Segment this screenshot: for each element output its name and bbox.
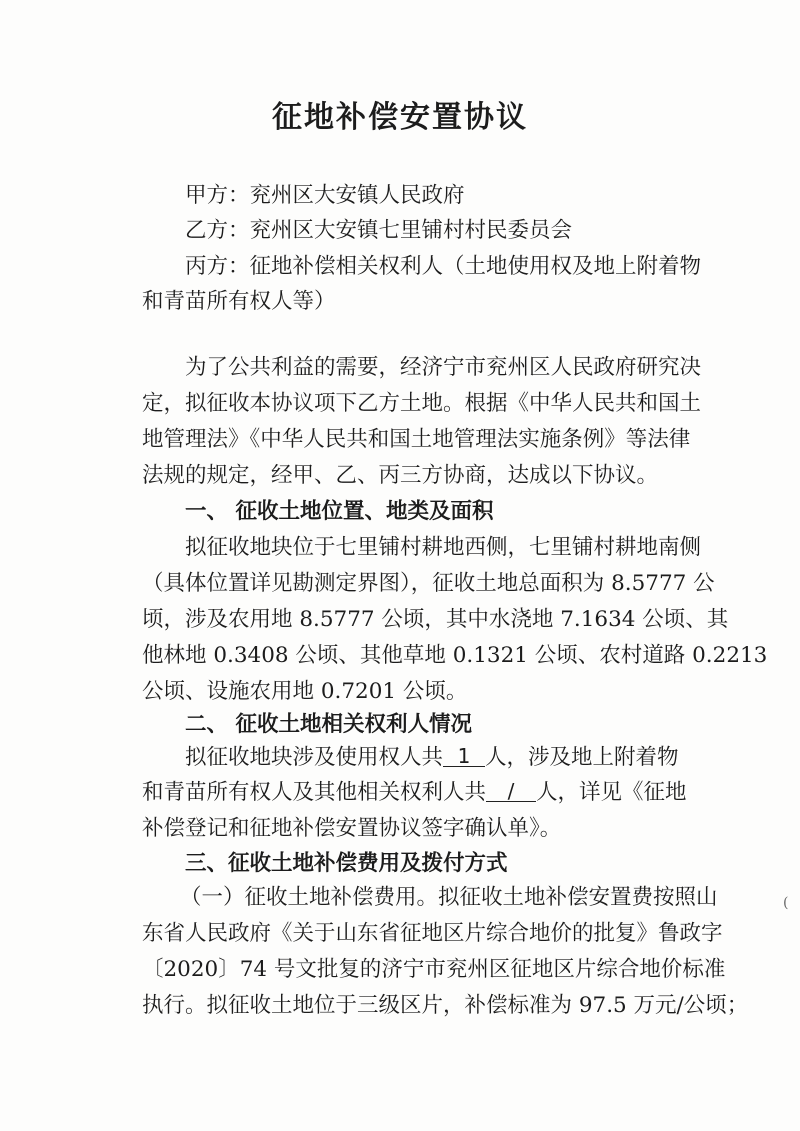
section-2-heading: 二、 征收土地相关权利人情况 [185,712,472,737]
section-2-line-1 [185,744,679,770]
section-1-heading: 一、 征收土地位置、地类及面积 [185,499,494,524]
section-1-line-3: 顷，涉及农用地 8.5777 公顷，其中水浇地 7.1634 公顷、其 [142,607,729,632]
section-2-line-1-end: 人，涉及地上附着物 [485,745,679,770]
section-2-line-1-start: 拟征收地块涉及使用权人共 [185,745,444,770]
party-a: 甲方：兖州区大安镇人民政府 [185,183,465,208]
party-b: 乙方：兖州区大安镇七里铺村村民委员会 [185,218,573,243]
intro-line-2: 定，拟征收本协议项下乙方土地。根据《中华人民共和国土 [142,391,702,416]
section-3-line-1: （一）征收土地补偿费用。拟征收土地补偿安置费按照山 [180,885,718,910]
section-3-line-3: 〔2020〕74 号文批复的济宁市兖州区征地区片综合地价标准 [142,957,726,982]
party-c-line-2: 和青苗所有权人等） [142,289,336,314]
section-2-line-2 [142,779,687,805]
section-3-line-2: 东省人民政府《关于山东省征地区片综合地价的批复》鲁政字 [142,921,723,946]
users-count-blank: 1 [443,746,485,767]
scan-margin-mark: ( [783,895,789,911]
section-3-line-4: 执行。拟征收土地位于三级区片，补偿标准为 97.5 万元/公顷； [142,993,749,1018]
section-1-line-1: 拟征收地块位于七里铺村耕地西侧，七里铺村耕地南侧 [185,535,702,560]
document-title: 征地补偿安置协议 [272,100,528,135]
section-1-line-2: （具体位置详见勘测定界图），征收土地总面积为 8.5777 公 [142,571,715,596]
party-c-line-1: 丙方：征地补偿相关权利人（土地使用权及地上附着物 [185,254,702,279]
other-rights-count-blank: / [486,781,536,802]
section-1-line-4: 他林地 0.3408 公顷、其他草地 0.1321 公顷、农村道路 0.2213 [142,643,768,668]
section-2-line-2-end: 人，详见《征地 [536,780,687,805]
intro-line-4: 法规的规定，经甲、乙、丙三方协商，达成以下协议。 [142,463,659,488]
intro-line-3: 地管理法》《中华人民共和国土地管理法实施条例》等法律 [142,427,691,452]
section-2-line-3: 补偿登记和征地补偿安置协议签字确认单》。 [142,816,562,841]
section-3-heading: 三、征收土地补偿费用及拨付方式 [185,851,508,876]
section-1-line-5: 公顷、设施农用地 0.7201 公顷。 [142,679,468,704]
intro-line-1: 为了公共利益的需要，经济宁市兖州区人民政府研究决 [185,355,702,380]
section-2-line-2-start: 和青苗所有权人及其他相关权利人共 [142,780,487,805]
